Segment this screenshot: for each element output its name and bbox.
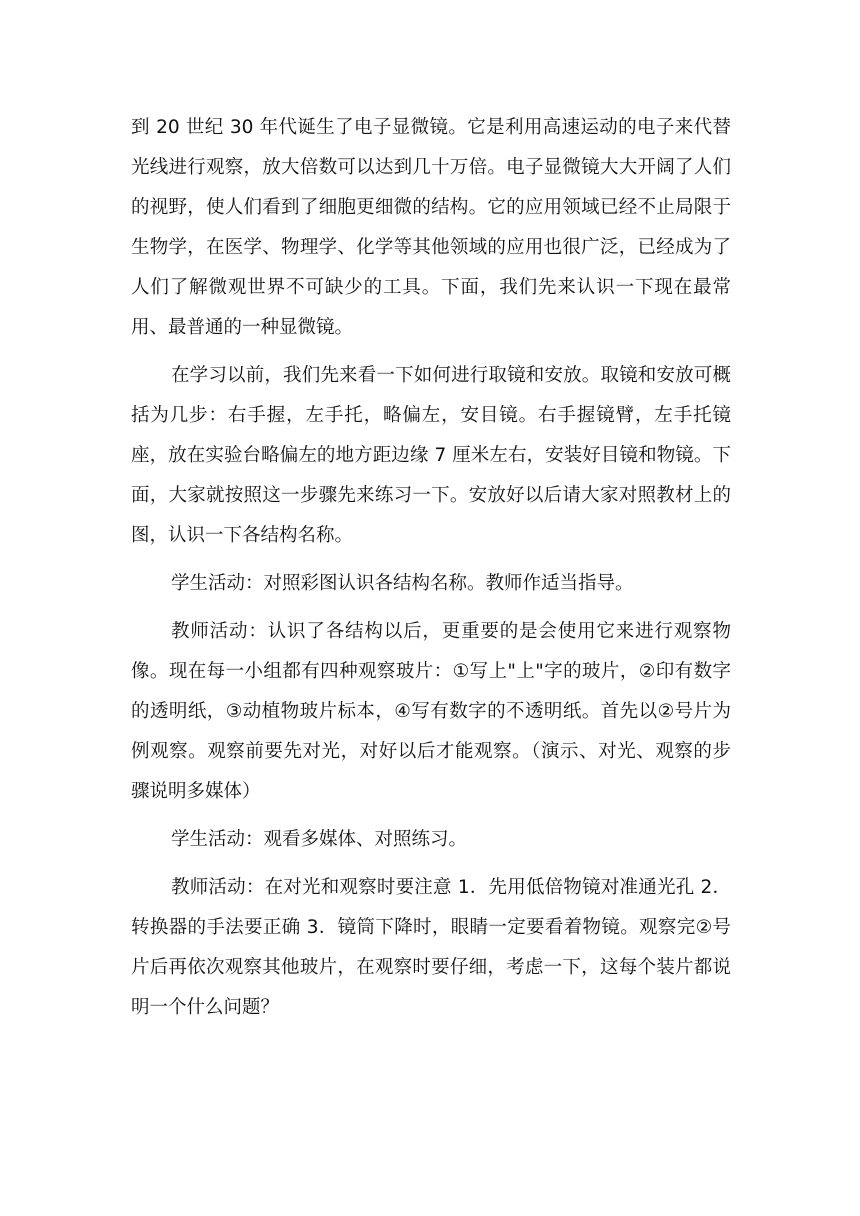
paragraph-teacher-activity-slides: 教师活动：认识了各结构以后，更重要的是会使用它来进行观察物像。现在每一小组都有四种观察玻片：①写上"上"字的玻片，②印有数字的透明纸，③动植物玻片标本，④写有数字的不透明纸。首先以②号片为例观察。观察前要先对光，对好以后才能观察。（演示、对光、观察的步骤说明多媒体） bbox=[131, 621, 731, 802]
paragraph-electron-microscope: 到 20 世纪 30 年代诞生了电子显微镜。它是利用高速运动的电子来代替光线进行观察，放大倍数可以达到几十万倍。电子显微镜大大开阔了人们的视野，使人们看到了细胞更细微的结构。它的应用领域已经不止局限于生物学，在医学、物理学、化学等其他领域的应用也很广泛，已经成为了人们了解微观世界不可缺少的工具。下面，我们先来认识一下现在最常用、最普通的一种显微镜。 bbox=[131, 117, 731, 338]
paragraph-student-activity-multimedia: 学生活动：观看多媒体、对照练习。 bbox=[171, 829, 468, 850]
paragraph-teacher-activity-notes: 教师活动：在对光和观察时要注意 1．先用低倍物镜对准通光孔 2．转换器的手法要正确 3．镜筒下降时，眼睛一定要看着物镜。观察完②号片后再依次观察其他玻片，在观察时要仔细，考虑一下，这每个装片都说明一个什么问题？ bbox=[131, 877, 731, 1018]
document-body bbox=[131, 108, 731, 1036]
paragraph-taking-microscope: 在学习以前，我们先来看一下如何进行取镜和安放。取镜和安放可概括为几步：右手握，左手托，略偏左，安目镜。右手握镜臂，左手托镜座，放在实验台略偏左的地方距边缘 7 厘米左右，安装好目镜和物镜。下面，大家就按照这一步骤先来练习一下。安放好以后请大家对照教材上的图，认识一下各结构名称。 bbox=[131, 365, 731, 546]
paragraph-student-activity-structures: 学生活动：对照彩图认识各结构名称。教师作适当指导。 bbox=[171, 573, 634, 594]
